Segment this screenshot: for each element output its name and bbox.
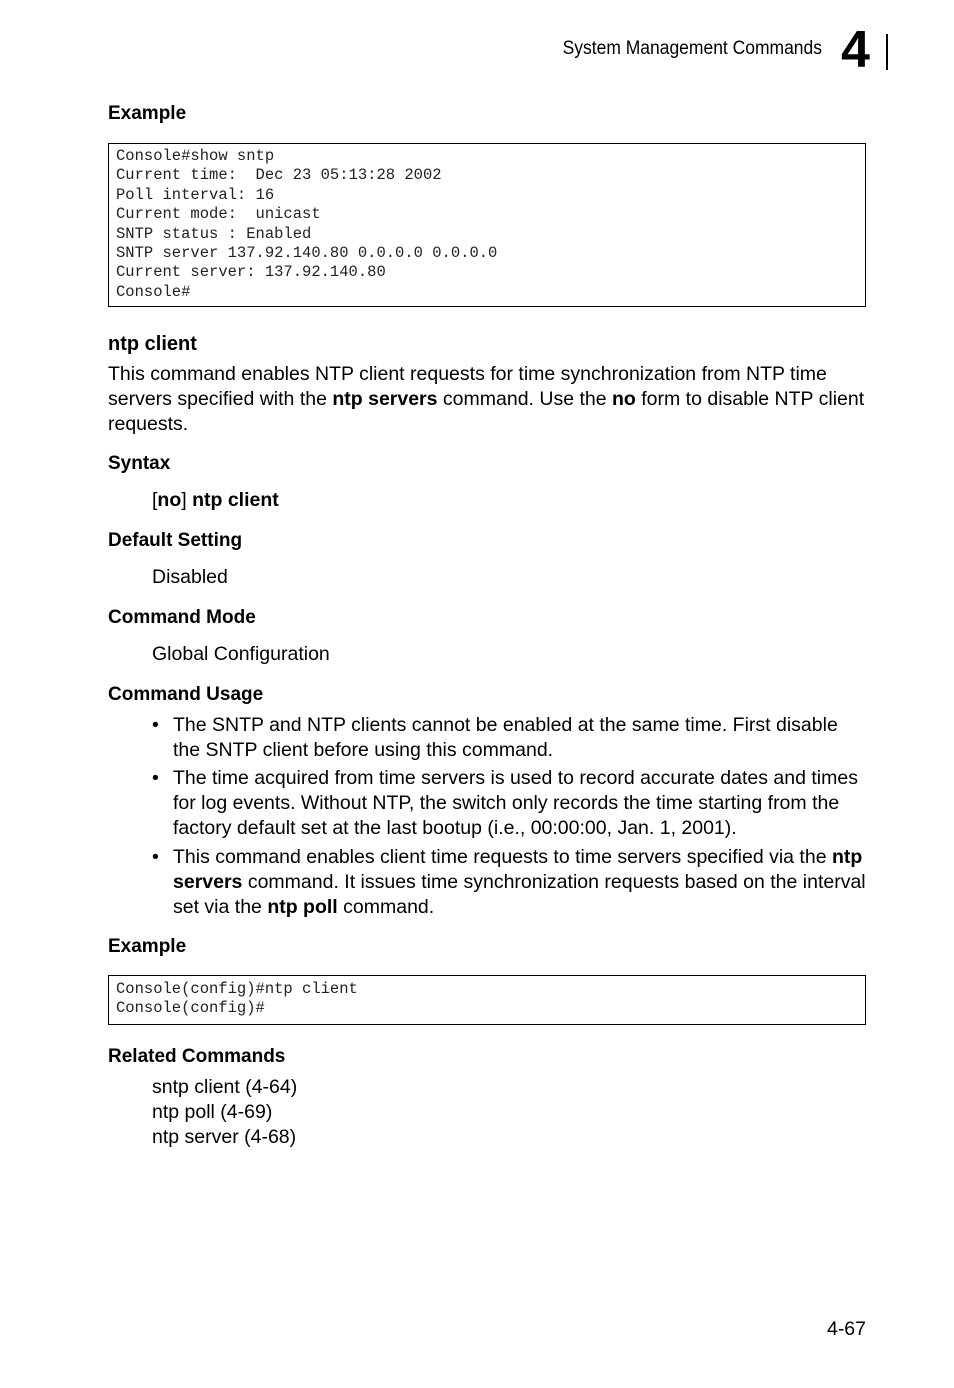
section-title: ntp client xyxy=(108,333,197,355)
default-setting-value: Disabled xyxy=(152,566,228,588)
bullet-marker: • xyxy=(152,846,159,868)
related-commands-list xyxy=(152,1075,297,1150)
example-heading: Example xyxy=(108,936,187,957)
code-text: Console#show sntp Current time: Dec 23 05:13:28 2002 Poll interval: 16 Current mode: unicast SNTP status : Enabled SNTP server 137.92.140.80 0.0.0.0 0.0.0.0 Current server: 137.92.140.80 Console# xyxy=(116,147,498,301)
usage-bullet-2: • The time acquired from time servers is used to record accurate dates and times for log events. Without NTP, the switch only records the time starting from the factory default set at the last bootup (i.e., 00:00:00, Jan. 1, 2001). xyxy=(152,767,858,839)
syntax-heading: Syntax xyxy=(108,453,171,474)
related-command-item: ntp server (4-68) xyxy=(152,1126,297,1148)
example-heading: Example xyxy=(108,103,187,124)
section-description: This command enables NTP client requests for time synchronization from NTP time servers specified with the ntp servers command. Use the no form to disable NTP client requests. xyxy=(108,363,865,435)
command-usage-heading: Command Usage xyxy=(108,684,264,705)
chapter-divider xyxy=(886,34,888,70)
running-header-title: System Management Commands xyxy=(562,38,822,59)
related-commands-heading: Related Commands xyxy=(108,1046,286,1067)
usage-bullet-3: • This command enables client time requests to time servers specified via the ntp servers command. It issues time synchronization requests based on the interval set via the ntp poll command. xyxy=(152,846,866,918)
code-example-ntp-client xyxy=(108,975,866,1025)
command-mode-heading: Command Mode xyxy=(108,607,256,628)
command-mode-value: Global Configuration xyxy=(152,643,330,665)
bullet-marker: • xyxy=(152,714,159,736)
usage-bullet-1: • The SNTP and NTP clients cannot be enabled at the same time. First disable the SNTP client before using this command. xyxy=(152,714,838,761)
syntax-line: [no] ntp client xyxy=(152,489,279,511)
related-command-item: ntp poll (4-69) xyxy=(152,1101,273,1123)
default-setting-heading: Default Setting xyxy=(108,530,243,551)
code-text: Console(config)#ntp client Console(config)# xyxy=(116,980,358,1018)
page-number: 4-67 xyxy=(826,1318,866,1340)
related-command-item: sntp client (4-64) xyxy=(152,1076,298,1098)
code-example-show-sntp xyxy=(108,143,866,307)
chapter-number: 4 xyxy=(841,21,870,79)
bullet-marker: • xyxy=(152,767,159,789)
